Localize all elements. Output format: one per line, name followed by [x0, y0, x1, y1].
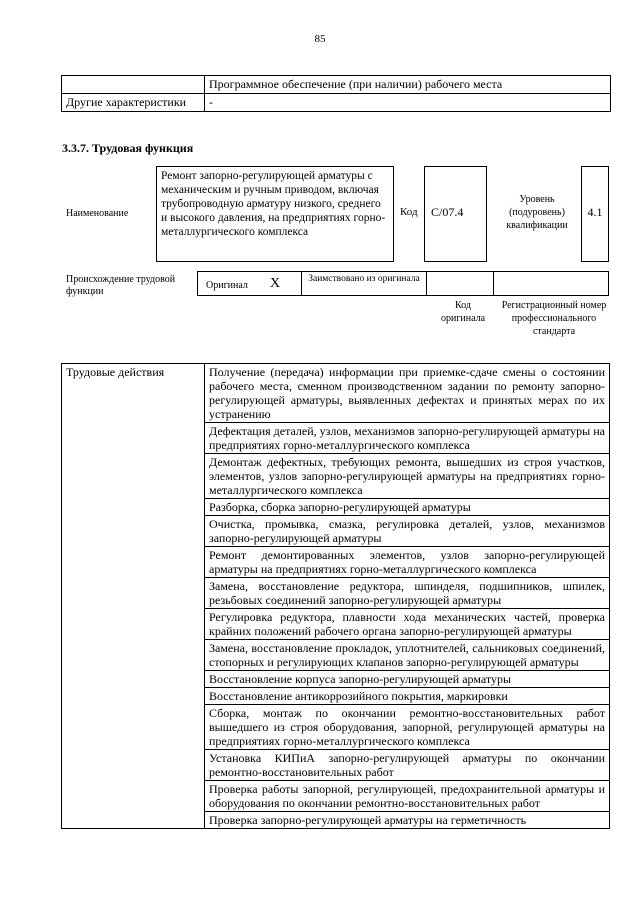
table-row [62, 76, 611, 94]
labor-action-item: Дефектация деталей, узлов, механизмов запорно-регулирующей арматуры на предприятиях горно-металлургического комплекса [205, 423, 610, 454]
labor-action-item: Ремонт демонтированных элементов, узлов запорно-регулирующей арматуры на предприятиях горно-металлургического комплекса [205, 547, 610, 578]
borrowed-cell [301, 271, 426, 296]
name-label: Наименование [66, 208, 129, 219]
characteristics-table [61, 75, 611, 112]
labor-action-item: Разборка, сборка запорно-регулирующей арматуры [205, 499, 610, 516]
function-name: Ремонт запорно-регулирующей арматуры с механическим и ручным приводом, включая трубопроводную арматуру низкого, среднего и высокого давления, на предприятиях горно-металлургического комплекса [156, 166, 394, 262]
labor-action-item: Проверка запорно-регулирующей арматуры на герметичность [205, 812, 610, 829]
row-label: Другие характеристики [62, 94, 205, 112]
labor-action-item: Очистка, промывка, смазка, регулировка деталей, узлов, механизмов запорно-регулирующей арматуры [205, 516, 610, 547]
table-row [62, 94, 611, 112]
code-original-cell [426, 271, 493, 296]
origin-label [66, 274, 196, 298]
origin-row [197, 271, 609, 296]
labor-action-item: Замена, восстановление редуктора, шпинделя, подшипников, шпилек, резьбовых соединений запорно-регулирующей арматуры [205, 578, 610, 609]
labor-action-item: Установка КИПиА запорно-регулирующей арматуры по окончании ремонтно-восстановительных работ [205, 750, 610, 781]
table-row [62, 364, 610, 423]
labor-action-item: Сборка, монтаж по окончании ремонтно-восстановительных работ вышедшего из строя оборудования, запорной, регулирующей арматуры на предприятиях горно-металлургического комплекса [205, 705, 610, 750]
row-value: - [205, 94, 611, 112]
section-title: 3.3.7. Трудовая функция [62, 141, 194, 155]
labor-actions-table [61, 363, 610, 829]
labor-action-item: Замена, восстановление прокладок, уплотнителей, сальниковых соединений, стопорных и регулирующих клапанов запорно-регулирующей арматуры [205, 640, 610, 671]
labor-action-item: Проверка работы запорной, регулирующей, предохранительной арматуры и оборудования по окончании ремонтно-восстановительных работ [205, 781, 610, 812]
reg-number-cell [493, 271, 609, 296]
labor-action-item: Восстановление корпуса запорно-регулирующей арматуры [205, 671, 610, 688]
original-mark: X [270, 276, 281, 291]
level-value: 4.1 [581, 166, 609, 262]
labor-action-item: Получение (передача) информации при приемке-сдаче смены о состоянии рабочего места, сменном производственном задании по ремонту запорно-регулирующей арматуры, выявленных дефектах и принятых мерах по их устранению [205, 364, 610, 423]
labor-action-item: Восстановление антикоррозийного покрытия, маркировки [205, 688, 610, 705]
code-value: С/07.4 [424, 166, 487, 262]
borrowed-label: Заимствовано из оригинала [308, 274, 420, 284]
labor-actions-label: Трудовые действия [62, 364, 205, 829]
origin-label-text: Происхождение трудовой функции [66, 274, 176, 297]
original-cell [197, 271, 301, 296]
labor-action-item: Регулировка редуктора, плавности хода механических частей, проверка крайних положений рабочего органа запорно-регулирующей арматуры [205, 609, 610, 640]
row-value: Программное обеспечение (при наличии) рабочего места [205, 76, 611, 94]
labor-action-item: Демонтаж дефектных, требующих ремонта, вышедших из строя участков, элементов, узлов запорно-регулирующей арматуры на предприятиях горно-металлургического комплекса [205, 454, 610, 499]
original-label: Оригинал [206, 280, 248, 291]
code-label: Код [400, 206, 418, 218]
row-label [62, 76, 205, 94]
level-label: Уровень (подуровень) квалификации [506, 194, 568, 231]
page-number: 85 [314, 33, 326, 45]
code-original-label: Код оригинала [440, 300, 486, 324]
reg-number-label: Регистрационный номер профессионального стандарта [501, 300, 607, 337]
